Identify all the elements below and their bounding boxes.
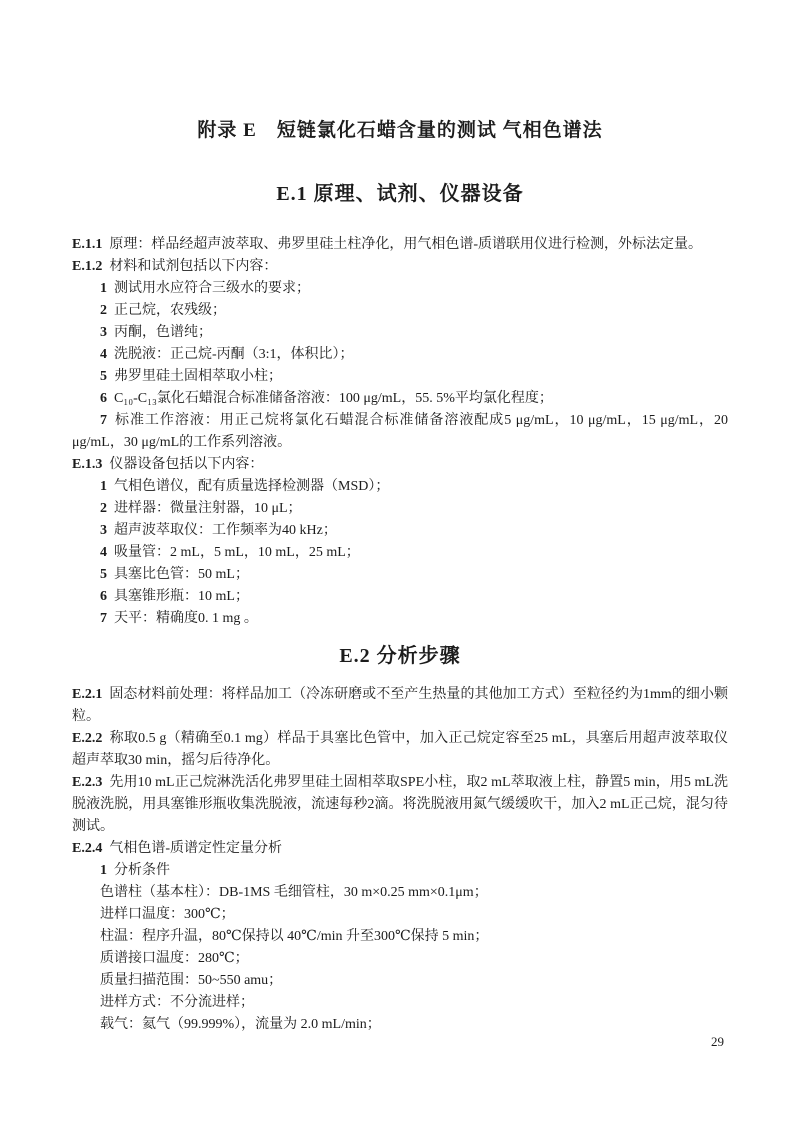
item-text: 洗脱液：正己烷-丙酮（3:1，体积比）； [114, 347, 354, 362]
list-item [72, 322, 728, 344]
item-number: 1 [100, 863, 107, 878]
condition-text: 载气：氦气（99.999%），流量为 2.0 mL/min； [100, 1017, 381, 1032]
item-text: 具塞锥形瓶：10 mL； [114, 589, 249, 604]
item-number: 4 [100, 545, 107, 560]
item-number: 3 [100, 325, 107, 340]
list-item [72, 476, 728, 498]
condition-text: 进样方式：不分流进样； [100, 995, 254, 1010]
clause [72, 838, 728, 860]
item-text: 进样器：微量注射器，10 μL； [114, 501, 302, 516]
condition-text: 进样口温度：300℃； [100, 907, 235, 922]
clause [72, 234, 728, 256]
condition-text: 色谱柱（基本柱）：DB-1MS 毛细管柱，30 m×0.25 mm×0.1μm； [100, 885, 488, 900]
clause-text: 称取0.5 g（精确至0.1 mg）样品于具塞比色管中，加入正己烷定容至25 mL，具塞后用超声波萃取仪超声萃取30 min，摇匀后待净化。 [72, 731, 728, 768]
condition-text: 质量扫描范围：50~550 amu； [100, 973, 283, 988]
item-number: 2 [100, 501, 107, 516]
item-text: 丙酮，色谱纯； [114, 325, 212, 340]
condition-line [72, 1014, 728, 1036]
item-number: 7 [100, 413, 107, 428]
condition-line [72, 992, 728, 1014]
clause-text: 固态材料前处理：将样品加工（冷冻研磨或不至产生热量的其他加工方式）至粒径约为1mm的细小颗粒。 [72, 687, 728, 724]
appendix-title: 附录 E 短链氯化石蜡含量的测试 气相色谱法 [197, 120, 603, 141]
list-item [72, 388, 728, 410]
item-text: 分析条件 [114, 863, 170, 878]
section-e2-body [72, 684, 728, 1036]
item-number: 7 [100, 611, 107, 626]
item-text: 天平：精确度0. 1 mg 。 [114, 611, 258, 626]
clause-number: E.1.3 [72, 457, 103, 472]
clause [72, 454, 728, 476]
list-item [72, 860, 728, 882]
item-text: 正己烷，农残级； [114, 303, 226, 318]
list-item [72, 520, 728, 542]
item-number: 5 [100, 369, 107, 384]
clause [72, 684, 728, 728]
clause [72, 772, 728, 838]
clause-number: E.1.1 [72, 237, 103, 252]
condition-line [72, 904, 728, 926]
clause-text: 材料和试剂包括以下内容： [109, 259, 278, 274]
clause-text: 气相色谱-质谱定性定量分析 [109, 841, 283, 856]
item-text: 超声波萃取仪：工作频率为40 kHz； [114, 523, 337, 538]
item-number: 1 [100, 281, 107, 296]
item-text: 气相色谱仪，配有质量选择检测器（MSD）； [114, 479, 390, 494]
condition-line [72, 970, 728, 992]
item-number: 1 [100, 479, 107, 494]
condition-text: 柱温：程序升温，80℃保持以 40℃/min 升至300℃保持 5 min； [100, 929, 489, 944]
section-heading-e1: E.1 原理、试剂、仪器设备 [276, 183, 524, 205]
clause [72, 256, 728, 278]
condition-line [72, 882, 728, 904]
clause [72, 728, 728, 772]
item-text: 具塞比色管：50 mL； [114, 567, 249, 582]
item-number: 6 [100, 589, 107, 604]
item-number: 3 [100, 523, 107, 538]
item-text: 弗罗里硅土固相萃取小柱； [114, 369, 282, 384]
list-item [72, 300, 728, 322]
list-item [72, 498, 728, 520]
section-heading-e2: E.2 分析步骤 [339, 645, 461, 667]
clause-text: 原理：样品经超声波萃取、弗罗里硅土柱净化，用气相色谱-质谱联用仪进行检测，外标法定量。 [109, 237, 703, 252]
item-text: 标准工作溶液：用正己烷将氯化石蜡混合标准储备溶液配成5 μg/mL，10 μg/mL，15 μg/mL，20 μg/mL，30 μg/mL的工作系列溶液。 [72, 413, 728, 450]
condition-line [72, 926, 728, 948]
list-item [72, 410, 728, 454]
clause-text: 仪器设备包括以下内容： [109, 457, 264, 472]
list-item [72, 608, 728, 630]
list-item [72, 564, 728, 586]
page-number: 29 [711, 1034, 724, 1049]
item-number: 2 [100, 303, 107, 318]
item-text: 吸量管：2 mL，5 mL，10 mL，25 mL； [114, 545, 360, 560]
clause-number: E.2.4 [72, 841, 103, 856]
list-item [72, 344, 728, 366]
clause-number: E.2.3 [72, 775, 103, 790]
item-number: 6 [100, 391, 107, 406]
item-text: C₁₀-C₁₃氯化石蜡混合标准储备溶液：100 μg/mL，55. 5%平均氯化程度； [114, 391, 553, 406]
clause-number: E.2.2 [72, 731, 103, 746]
condition-line [72, 948, 728, 970]
item-number: 5 [100, 567, 107, 582]
clause-text: 先用10 mL正己烷淋洗活化弗罗里硅土固相萃取SPE小柱，取2 mL萃取液上柱，静置5 min，用5 mL洗脱液洗脱，用具塞锥形瓶收集洗脱液，流速每秒2滴。将洗脱液用氮气缓缓吹干，加入2 mL正己烷，混匀待测试。 [72, 775, 728, 834]
item-number: 4 [100, 347, 107, 362]
condition-text: 质谱接口温度：280℃； [100, 951, 249, 966]
item-text: 测试用水应符合三级水的要求； [114, 281, 310, 296]
section-e1-body [72, 234, 728, 630]
clause-number: E.2.1 [72, 687, 103, 702]
list-item [72, 542, 728, 564]
list-item [72, 278, 728, 300]
list-item [72, 586, 728, 608]
clause-number: E.1.2 [72, 259, 103, 274]
list-item [72, 366, 728, 388]
